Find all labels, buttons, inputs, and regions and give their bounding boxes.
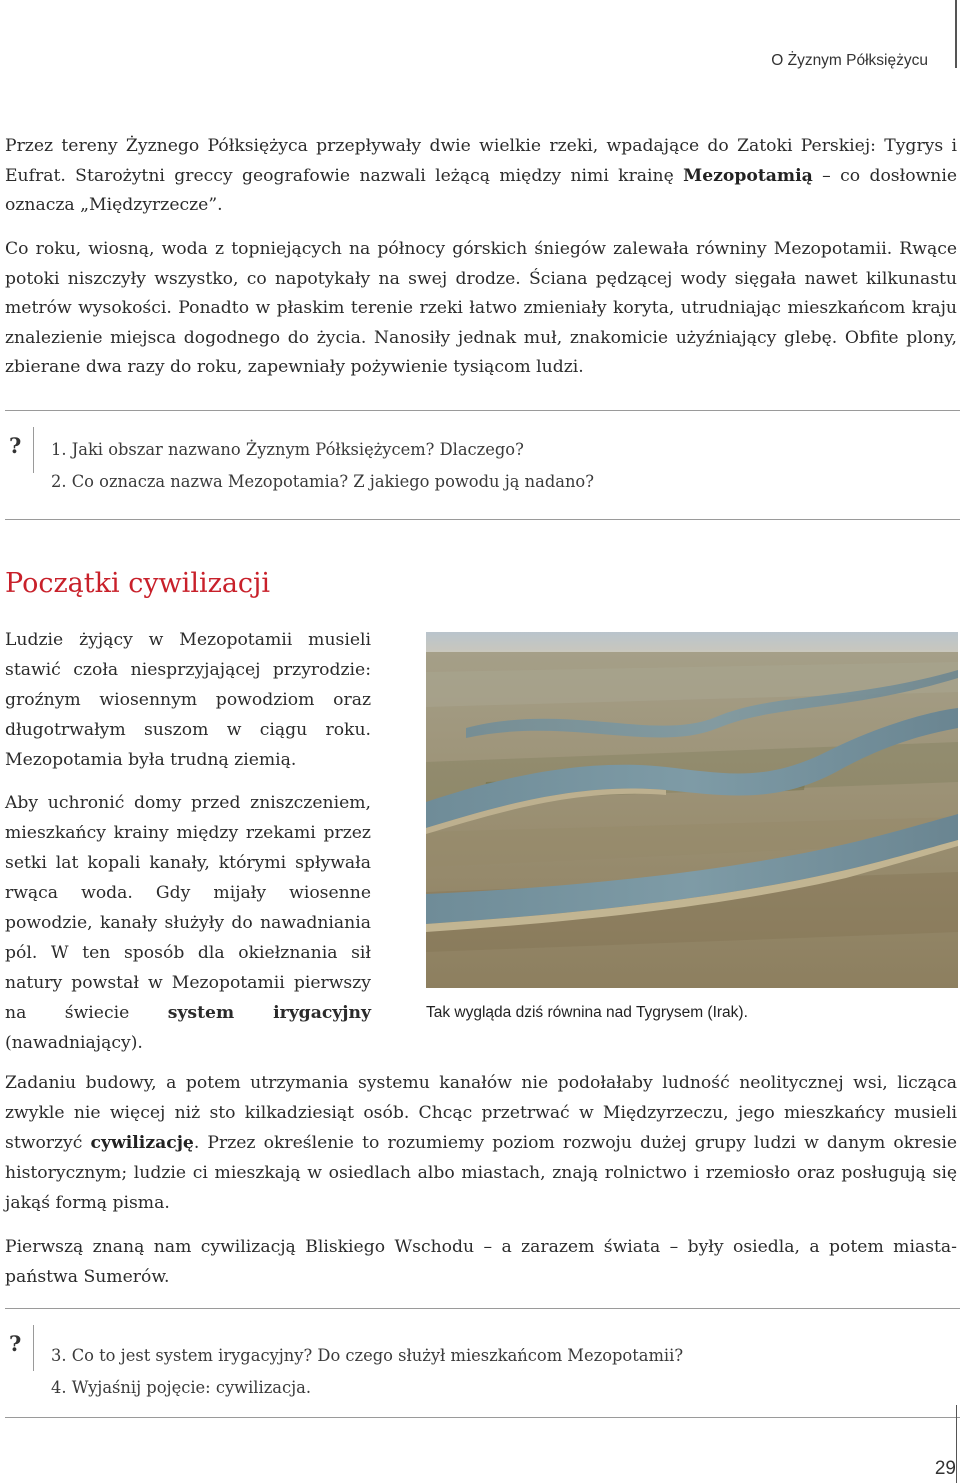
term-system-irygacyjny: system irygacyjny [167,1003,371,1023]
intro-text-b: – co dosłownie oznacza „Międzyrzecze”. [5,165,957,215]
question-divider [33,427,34,473]
term-mezopotamia: Mezopotamią [683,165,813,186]
body-paragraph-4: Pierwszą znaną nam cywilizacją Bliskiego Wschodu – a zarazem świata – były osiedla, a potem miasta-państwa Sumerów. [5,1237,957,1287]
body-text-a: Zadaniu budowy, a potem utrzymania systemu kanałów nie podołałaby ludność neolitycznej wsi, licząca zwykle nie więcej niż sto kilkadziesiąt osób. Chcąc przetrwać w Międzyrzeczu, jego mieszkańcy musieli stworzyć [5,1073,957,1153]
column-text-a: Aby uchronić domy przed zniszczeniem, mieszkańcy krainy między rzekami przez setki lat kopali kanały, którymi spływała rwąca woda. Gdy mijały wiosenne powodzie, kanały służyły do nawadniania pól. W ten sposób dla okiełznania sił natury powstał w Mezopotamii pierwszy na świecie [5,793,371,1023]
questions-box-2 [5,1308,960,1418]
body-paragraph-3 [5,1068,957,1218]
column-text-b: (nawadniający). [5,1033,143,1053]
header-rule [955,0,957,68]
page-number: 29 [934,1458,956,1479]
questions-box-1 [5,410,960,520]
running-head: O Żyznym Półksiężycu [771,52,928,69]
page-number-rule [956,1405,957,1483]
question-1: 1. Jaki obszar nazwano Żyznym Półksiężycem? Dlaczego? [51,440,524,459]
column-paragraph-2 [5,788,371,1058]
question-2: 2. Co oznacza nazwa Mezopotamia? Z jakiego powodu ją nadano? [51,472,594,491]
question-mark-icon: ? [9,1331,22,1356]
photo-caption: Tak wygląda dziś równina nad Tygrysem (Irak). [426,1004,748,1021]
intro-paragraph-2: Co roku, wiosną, woda z topniejących na północy górskich śniegów zalewała równiny Mezopotamii. Rwące potoki niszczyły wszystko, co napotykały na swej drodze. Ściana pędzącej wody sięgała nawet kilkunastu metrów wysokości. Ponadto w płaskim terenie rzeki łatwo zmieniały koryta, utrudniając mieszkańcom kraju znalezienie miejsca dogodnego do życia. Nanosiły jednak muł, znakomicie użyźniający glebę. Obfite plony, zbierane dwa razy do roku, zapewniały pożywienie tysiącom ludzi. [5,239,957,377]
body-text-b: . Przez określenie to rozumiemy poziom rozwoju dużej grupy ludzi w danym okresie historycznym; ludzie ci mieszkają w osiedlach albo miastach, znają rolnictwo i rzemiosło oraz posługują się jakąś formą pisma. [5,1133,957,1213]
question-divider [33,1325,34,1371]
intro-paragraph-1 [5,132,957,221]
question-mark-icon: ? [9,433,22,458]
question-4: 4. Wyjaśnij pojęcie: cywilizacja. [51,1378,312,1397]
section-title: Początki cywilizacji [5,568,271,599]
intro-text-a: Przez tereny Żyznego Półksiężyca przepływały dwie wielkie rzeki, wpadające do Zatoki Perskiej: Tygrys i Eufrat. Starożytni greccy geografowie nazwali leżącą między nimi krainę [5,136,957,186]
column-paragraph-1: Ludzie żyjący w Mezopotamii musieli stawić czoła niesprzyjającej przyrodzie: groźnym wiosennym powodziom oraz długotrwałym suszom w ciągu roku. Mezopotamia była trudną ziemią. [5,630,371,770]
question-3: 3. Co to jest system irygacyjny? Do czego służył mieszkańcom Mezopotamii? [51,1346,684,1365]
tigris-plain-photo [426,632,958,988]
term-cywilizacja: cywilizację [90,1133,194,1153]
